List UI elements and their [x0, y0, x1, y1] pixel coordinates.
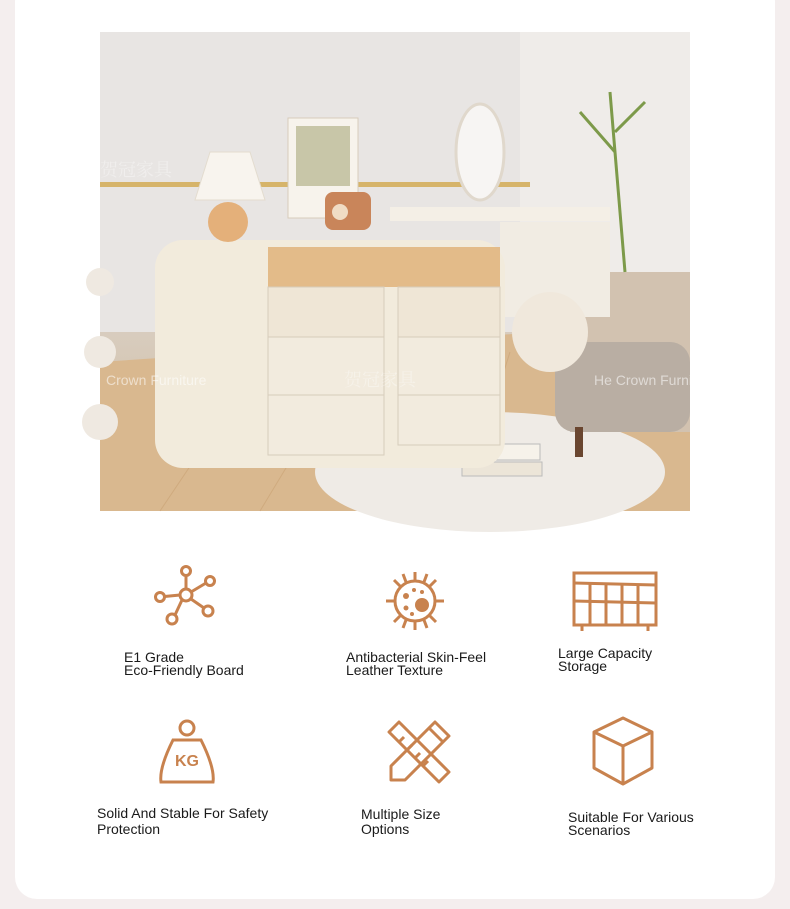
- molecule-icon: [152, 565, 218, 631]
- feature-e1-line1: E1 Grade: [124, 649, 184, 665]
- feature-scenarios-label: [568, 811, 694, 836]
- feature-sizes-label: [361, 808, 440, 835]
- feature-scenarios-line1: Suitable For Various: [568, 809, 694, 825]
- feature-stable-line2: Protection: [97, 820, 161, 837]
- weight-kg-icon: [155, 718, 219, 786]
- feature-stable-label: [97, 807, 268, 835]
- feature-antibacterial-label: [346, 651, 486, 676]
- watermark-left: Crown Furniture: [106, 372, 207, 388]
- bacteria-icon: [384, 570, 446, 632]
- watermark-right: He Crown Furniture: [594, 372, 717, 388]
- feature-e1-line2: Eco-Friendly Board: [124, 661, 244, 678]
- feature-scenarios-line2: Scenarios: [568, 821, 631, 838]
- feature-antibacterial-line1: Antibacterial Skin-Feel: [346, 649, 487, 665]
- feature-sizes-line1: Multiple Size: [361, 806, 441, 822]
- feature-storage-line2: Storage: [558, 657, 608, 674]
- feature-antibacterial-line2: Leather Texture: [346, 661, 444, 678]
- ruler-pencil-icon: [385, 718, 453, 786]
- weight-kg-badge: KG: [175, 753, 199, 770]
- feature-storage-label: [558, 647, 652, 672]
- feature-e1-label: [124, 651, 244, 676]
- drawer-cabinet-icon: [572, 571, 658, 633]
- feature-stable-line1: Solid And Stable For Safety: [97, 805, 269, 821]
- feature-storage-line1: Large Capacity: [558, 645, 653, 661]
- watermark-cn-top: 贺冠家具: [100, 160, 172, 180]
- feature-sizes-line2: Options: [361, 820, 410, 837]
- watermark-cn-mid: 贺冠家具: [344, 370, 416, 390]
- cube-box-icon: [592, 716, 654, 786]
- product-photo: [100, 32, 717, 511]
- dresser-illustration: [100, 32, 690, 511]
